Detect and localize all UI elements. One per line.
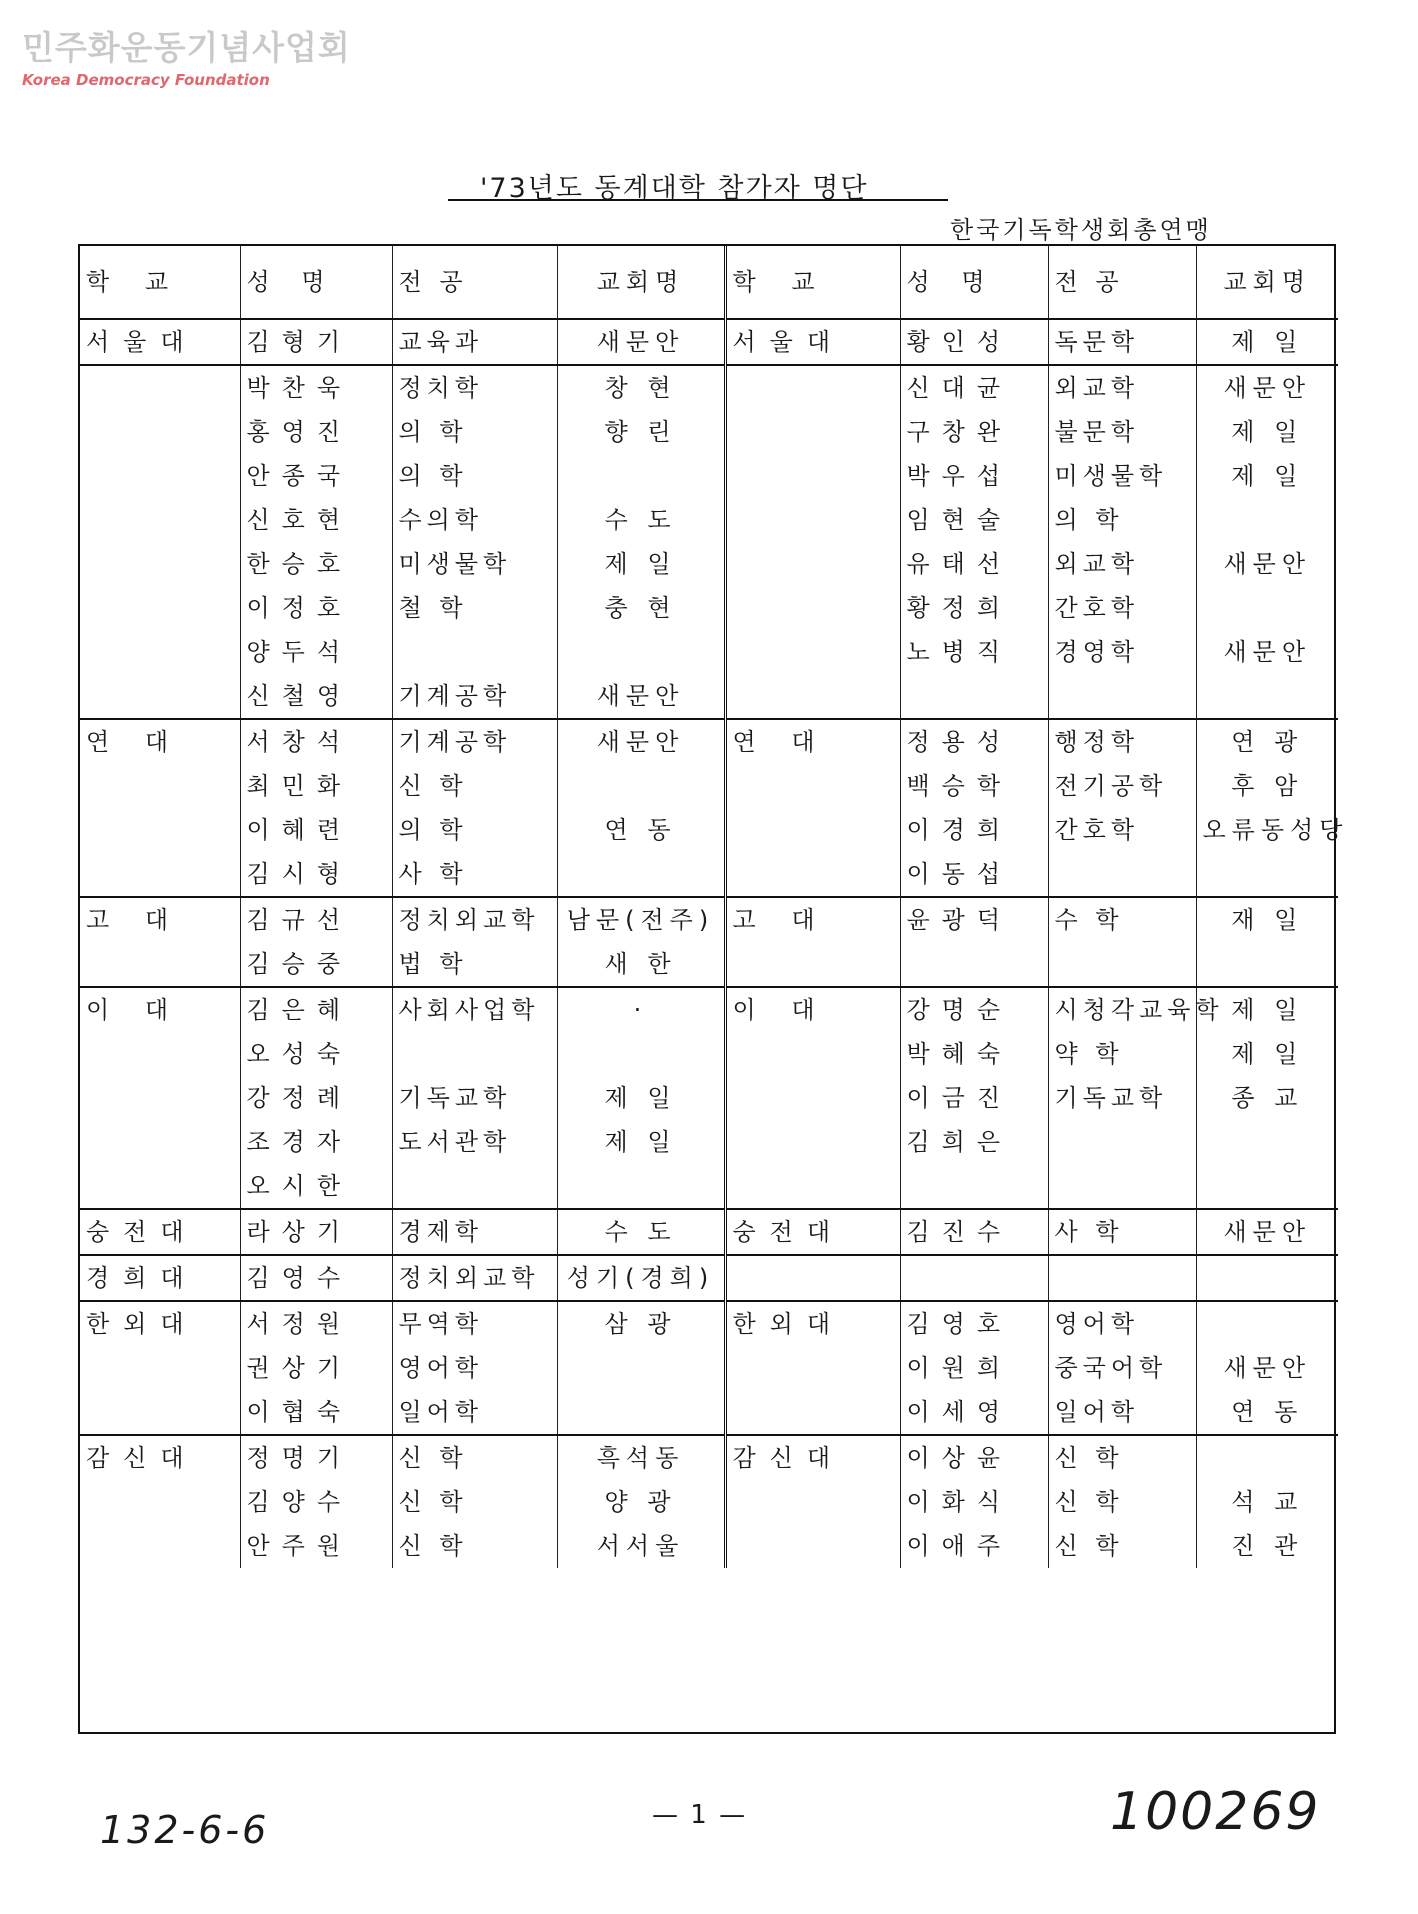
cell-major: 기계공학 bbox=[392, 674, 557, 719]
cell-school bbox=[725, 1390, 900, 1435]
cell-school bbox=[725, 586, 900, 630]
cell-school bbox=[725, 498, 900, 542]
header-cell-name: 성 명 bbox=[900, 246, 1048, 319]
cell-church: 연 동 bbox=[1196, 1390, 1338, 1435]
cell-school bbox=[80, 1390, 240, 1435]
cell-name: 라상기 bbox=[240, 1209, 392, 1255]
cell-church: 새 한 bbox=[557, 942, 725, 987]
cell-church: 양 광 bbox=[557, 1480, 725, 1524]
cell-major: 미생물학 bbox=[392, 542, 557, 586]
cell-major bbox=[1048, 1120, 1196, 1164]
cell-church: 새문안 bbox=[557, 319, 725, 365]
table-row bbox=[80, 1390, 1338, 1435]
cell-name: 김희은 bbox=[900, 1120, 1048, 1164]
cell-name bbox=[900, 1164, 1048, 1209]
cell-major bbox=[392, 1032, 557, 1076]
cell-name: 안주원 bbox=[240, 1524, 392, 1568]
cell-major bbox=[1048, 674, 1196, 719]
table-row bbox=[80, 542, 1338, 586]
cell-school bbox=[725, 1255, 900, 1301]
cell-school: 감신대 bbox=[725, 1435, 900, 1480]
cell-major: 신 학 bbox=[1048, 1524, 1196, 1568]
cell-name bbox=[900, 1255, 1048, 1301]
cell-church: 오류동성당 bbox=[1202, 816, 1349, 844]
cell-church: 수 도 bbox=[557, 498, 725, 542]
cell-name: 김양수 bbox=[240, 1480, 392, 1524]
cell-major: 시청각교육학 bbox=[1048, 987, 1196, 1032]
cell-major: 신 학 bbox=[392, 1435, 557, 1480]
cell-major bbox=[1048, 1164, 1196, 1209]
cell-name: 임현술 bbox=[900, 498, 1048, 542]
table-row bbox=[80, 319, 1338, 365]
table-row bbox=[80, 1346, 1338, 1390]
cell-major: 일어학 bbox=[392, 1390, 557, 1435]
cell-school bbox=[80, 1120, 240, 1164]
cell-church bbox=[1196, 674, 1338, 719]
cell-school: 한외대 bbox=[80, 1301, 240, 1346]
cell-name: 강정례 bbox=[240, 1076, 392, 1120]
cell-school: 감신대 bbox=[80, 1435, 240, 1480]
table-row bbox=[80, 410, 1338, 454]
cell-name: 김진수 bbox=[900, 1209, 1048, 1255]
cell-church: 제 일 bbox=[1231, 462, 1304, 490]
cell-major: 영어학 bbox=[1048, 1301, 1196, 1346]
cell-name: 이동섭 bbox=[900, 852, 1048, 897]
cell-church: · bbox=[557, 987, 725, 1032]
cell-name: 이원희 bbox=[900, 1346, 1048, 1390]
cell-name: 안종국 bbox=[240, 454, 392, 498]
cell-school bbox=[80, 1480, 240, 1524]
cell-school bbox=[80, 674, 240, 719]
table-header-row bbox=[80, 246, 1338, 319]
cell-church: 서서울 bbox=[557, 1524, 725, 1568]
cell-name: 정명기 bbox=[240, 1435, 392, 1480]
cell-church: 연 광 bbox=[1231, 728, 1304, 756]
cell-major bbox=[392, 1164, 557, 1209]
cell-major: 행정학 bbox=[1048, 719, 1196, 764]
cell-school: 고 대 bbox=[80, 897, 240, 942]
cell-major: 정치외교학 bbox=[392, 1255, 557, 1301]
cell-name: 이혜련 bbox=[240, 808, 392, 852]
cell-school: 이 대 bbox=[725, 987, 900, 1032]
cell-name: 황정희 bbox=[900, 586, 1048, 630]
cell-name: 이상윤 bbox=[900, 1435, 1048, 1480]
cell-church: 흑석동 bbox=[557, 1435, 725, 1480]
cell-church: 연 동 bbox=[557, 808, 725, 852]
cell-church: 새문안 bbox=[557, 719, 725, 764]
watermark-english: Korea Democracy Foundation bbox=[22, 71, 270, 89]
cell-major: 사 학 bbox=[392, 852, 557, 897]
cell-church: 남문(전주) bbox=[557, 897, 725, 942]
cell-major: 영어학 bbox=[392, 1346, 557, 1390]
cell-major: 불문학 bbox=[1048, 410, 1196, 454]
cell-school bbox=[725, 1524, 900, 1568]
cell-church: 성기(경희) bbox=[557, 1255, 725, 1301]
cell-major: 사 학 bbox=[1048, 1209, 1196, 1255]
cell-school bbox=[80, 1524, 240, 1568]
cell-church: 석 교 bbox=[1231, 1488, 1304, 1516]
table-row bbox=[80, 1209, 1338, 1255]
cell-school bbox=[80, 630, 240, 674]
cell-church: 종 교 bbox=[1231, 1084, 1304, 1112]
cell-church bbox=[1196, 586, 1338, 630]
participant-table bbox=[78, 244, 1349, 1734]
cell-major: 전기공학 bbox=[1048, 764, 1196, 808]
cell-church: 새문안 bbox=[557, 674, 725, 719]
cell-name: 이협숙 bbox=[240, 1390, 392, 1435]
cell-school bbox=[725, 1076, 900, 1120]
table-row bbox=[80, 498, 1338, 542]
cell-major: 간호학 bbox=[1048, 808, 1196, 852]
cell-name: 오성숙 bbox=[240, 1032, 392, 1076]
cell-church bbox=[557, 1346, 725, 1390]
table-row bbox=[80, 1435, 1338, 1480]
table-row bbox=[80, 764, 1338, 808]
cell-school bbox=[725, 808, 900, 852]
cell-school bbox=[725, 410, 900, 454]
cell-name: 홍영진 bbox=[240, 410, 392, 454]
cell-church bbox=[557, 1390, 725, 1435]
cell-church bbox=[557, 764, 725, 808]
table-row bbox=[80, 1255, 1338, 1301]
table-row bbox=[80, 586, 1338, 630]
document-title: '73년도 동계대학 참가자 명단 bbox=[480, 173, 869, 204]
header-cell-major: 전 공 bbox=[392, 246, 557, 319]
table-row bbox=[80, 897, 1338, 942]
header-cell-church: 교회명 bbox=[1196, 246, 1338, 319]
cell-name: 윤광덕 bbox=[900, 897, 1048, 942]
table-row bbox=[80, 365, 1338, 410]
cell-church bbox=[557, 454, 725, 498]
cell-major: 경영학 bbox=[1048, 630, 1196, 674]
cell-name: 양두석 bbox=[240, 630, 392, 674]
cell-major: 법 학 bbox=[392, 942, 557, 987]
cell-name: 서정원 bbox=[240, 1301, 392, 1346]
organization-name: 한국기독학생회총연맹 bbox=[950, 216, 1212, 244]
cell-school: 연 대 bbox=[80, 719, 240, 764]
cell-school bbox=[725, 630, 900, 674]
header-cell-school: 학 교 bbox=[725, 246, 900, 319]
cell-name: 이화식 bbox=[900, 1480, 1048, 1524]
cell-name: 최민화 bbox=[240, 764, 392, 808]
cell-name: 서창석 bbox=[240, 719, 392, 764]
cell-school bbox=[80, 942, 240, 987]
cell-school: 서울대 bbox=[725, 319, 900, 365]
cell-church: 새문안 bbox=[1223, 638, 1312, 666]
cell-church: 제 일 bbox=[1231, 418, 1304, 446]
page-number: — 1 — bbox=[652, 1800, 748, 1830]
cell-major: 의 학 bbox=[392, 410, 557, 454]
cell-name: 이애주 bbox=[900, 1524, 1048, 1568]
cell-church bbox=[1196, 498, 1338, 542]
cell-major bbox=[392, 630, 557, 674]
cell-major: 신 학 bbox=[392, 764, 557, 808]
cell-name: 박찬욱 bbox=[240, 365, 392, 410]
cell-major: 정치외교학 bbox=[392, 897, 557, 942]
cell-school bbox=[725, 1164, 900, 1209]
cell-church: 새문안 bbox=[1223, 1354, 1312, 1382]
cell-school bbox=[80, 1346, 240, 1390]
cell-church bbox=[1196, 1255, 1338, 1301]
cell-major: 신 학 bbox=[1048, 1435, 1196, 1480]
cell-name: 박우섭 bbox=[900, 454, 1048, 498]
cell-major: 의 학 bbox=[392, 454, 557, 498]
table-row bbox=[80, 808, 1338, 852]
cell-major: 정치학 bbox=[392, 365, 557, 410]
cell-major: 경제학 bbox=[392, 1209, 557, 1255]
cell-name: 권상기 bbox=[240, 1346, 392, 1390]
cell-name: 김시형 bbox=[240, 852, 392, 897]
cell-name: 황인성 bbox=[900, 319, 1048, 365]
cell-name: 김영수 bbox=[240, 1255, 392, 1301]
cell-church: 충 현 bbox=[557, 586, 725, 630]
cell-major bbox=[1048, 942, 1196, 987]
table-row bbox=[80, 1120, 1338, 1164]
cell-name: 백승학 bbox=[900, 764, 1048, 808]
table-row bbox=[80, 454, 1338, 498]
cell-church: 제 일 bbox=[557, 1076, 725, 1120]
cell-church: 새문안 bbox=[1196, 1209, 1338, 1255]
cell-school bbox=[80, 365, 240, 410]
cell-name: 이금진 bbox=[900, 1076, 1048, 1120]
title-underline bbox=[448, 199, 948, 201]
cell-major: 신 학 bbox=[392, 1480, 557, 1524]
cell-church: 삼 광 bbox=[557, 1301, 725, 1346]
cell-church: 수 도 bbox=[557, 1209, 725, 1255]
cell-name: 김형기 bbox=[240, 319, 392, 365]
cell-major: 교육과 bbox=[392, 319, 557, 365]
cell-church: 제 일 bbox=[557, 1120, 725, 1164]
cell-major: 사회사업학 bbox=[392, 987, 557, 1032]
cell-church bbox=[557, 630, 725, 674]
cell-school: 연 대 bbox=[725, 719, 900, 764]
cell-major bbox=[1048, 852, 1196, 897]
cell-school bbox=[725, 1120, 900, 1164]
table-row bbox=[80, 1164, 1338, 1209]
table-row bbox=[80, 630, 1338, 674]
cell-church: 창 현 bbox=[557, 365, 725, 410]
archive-code: 132-6-6 bbox=[100, 1808, 270, 1852]
cell-major: 일어학 bbox=[1048, 1390, 1196, 1435]
cell-name: 강명순 bbox=[900, 987, 1048, 1032]
cell-church: 재 일 bbox=[1231, 906, 1304, 934]
cell-major: 미생물학 bbox=[1048, 454, 1196, 498]
table-row bbox=[80, 852, 1338, 897]
table-row bbox=[80, 987, 1338, 1032]
cell-school bbox=[80, 542, 240, 586]
cell-name: 구창완 bbox=[900, 410, 1048, 454]
cell-church bbox=[1196, 852, 1338, 897]
cell-church bbox=[557, 852, 725, 897]
cell-major: 외교학 bbox=[1048, 365, 1196, 410]
cell-church bbox=[557, 1032, 725, 1076]
cell-school bbox=[725, 1032, 900, 1076]
cell-school: 서울대 bbox=[80, 319, 240, 365]
cell-major: 의 학 bbox=[1048, 498, 1196, 542]
cell-church: 제 일 bbox=[557, 542, 725, 586]
cell-church bbox=[1196, 1120, 1338, 1164]
table-row bbox=[80, 674, 1338, 719]
cell-church: 제 일 bbox=[1231, 996, 1304, 1024]
cell-name: 오시한 bbox=[240, 1164, 392, 1209]
cell-church: 제 일 bbox=[1196, 319, 1338, 365]
cell-major: 기계공학 bbox=[392, 719, 557, 764]
cell-school: 숭전대 bbox=[80, 1209, 240, 1255]
cell-school bbox=[725, 942, 900, 987]
cell-major: 중국어학 bbox=[1048, 1346, 1196, 1390]
cell-school: 고 대 bbox=[725, 897, 900, 942]
cell-major: 신 학 bbox=[1048, 1480, 1196, 1524]
cell-church bbox=[1196, 1301, 1338, 1346]
cell-school bbox=[80, 498, 240, 542]
cell-name: 이정호 bbox=[240, 586, 392, 630]
cell-school bbox=[80, 1032, 240, 1076]
table-row bbox=[80, 1480, 1338, 1524]
cell-school: 이 대 bbox=[80, 987, 240, 1032]
table-row bbox=[80, 1032, 1338, 1076]
cell-name: 신철영 bbox=[240, 674, 392, 719]
table-row bbox=[80, 1301, 1338, 1346]
cell-church: 제 일 bbox=[1231, 1040, 1304, 1068]
cell-school bbox=[80, 808, 240, 852]
cell-church: 새문안 bbox=[1223, 374, 1312, 402]
cell-school bbox=[80, 764, 240, 808]
cell-major: 기독교학 bbox=[392, 1076, 557, 1120]
cell-name: 신대균 bbox=[900, 365, 1048, 410]
cell-name: 김은혜 bbox=[240, 987, 392, 1032]
cell-name: 김영호 bbox=[900, 1301, 1048, 1346]
cell-church: 새문안 bbox=[1223, 550, 1312, 578]
cell-school bbox=[80, 410, 240, 454]
cell-major: 의 학 bbox=[392, 808, 557, 852]
table-row bbox=[80, 942, 1338, 987]
cell-name: 노병직 bbox=[900, 630, 1048, 674]
cell-major: 간호학 bbox=[1048, 586, 1196, 630]
document-number: 100269 bbox=[1110, 1782, 1321, 1842]
cell-major: 무역학 bbox=[392, 1301, 557, 1346]
cell-name: 한승호 bbox=[240, 542, 392, 586]
cell-name: 이경희 bbox=[900, 808, 1048, 852]
header-cell-church: 교회명 bbox=[557, 246, 725, 319]
watermark bbox=[22, 22, 351, 89]
cell-school bbox=[80, 586, 240, 630]
cell-church: 후 암 bbox=[1231, 772, 1304, 800]
cell-church: 진 관 bbox=[1231, 1532, 1304, 1560]
cell-name: 박혜숙 bbox=[900, 1032, 1048, 1076]
table-row bbox=[80, 1076, 1338, 1120]
cell-school: 숭전대 bbox=[725, 1209, 900, 1255]
header-cell-major: 전 공 bbox=[1048, 246, 1196, 319]
header-cell-name: 성 명 bbox=[240, 246, 392, 319]
cell-name bbox=[900, 942, 1048, 987]
cell-school bbox=[725, 852, 900, 897]
cell-name: 조경자 bbox=[240, 1120, 392, 1164]
cell-church: 향 린 bbox=[557, 410, 725, 454]
cell-name: 신호현 bbox=[240, 498, 392, 542]
cell-name: 정용성 bbox=[900, 719, 1048, 764]
cell-major: 도서관학 bbox=[392, 1120, 557, 1164]
cell-major: 수의학 bbox=[392, 498, 557, 542]
cell-name: 이세영 bbox=[900, 1390, 1048, 1435]
cell-church bbox=[1196, 942, 1338, 987]
header-cell-school: 학 교 bbox=[80, 246, 240, 319]
cell-name: 김승중 bbox=[240, 942, 392, 987]
cell-church bbox=[1196, 1435, 1338, 1480]
cell-school bbox=[80, 852, 240, 897]
cell-church bbox=[1196, 1164, 1338, 1209]
watermark-korean: 민주화운동기념사업회 bbox=[22, 28, 351, 67]
cell-school bbox=[725, 365, 900, 410]
cell-name bbox=[900, 674, 1048, 719]
cell-school bbox=[725, 764, 900, 808]
cell-major: 외교학 bbox=[1048, 542, 1196, 586]
cell-major bbox=[1048, 1255, 1196, 1301]
cell-major: 철 학 bbox=[392, 586, 557, 630]
table-row bbox=[80, 719, 1338, 764]
cell-school bbox=[725, 674, 900, 719]
cell-school: 경희대 bbox=[80, 1255, 240, 1301]
cell-name: 유태선 bbox=[900, 542, 1048, 586]
cell-school bbox=[80, 454, 240, 498]
cell-church bbox=[557, 1164, 725, 1209]
cell-school bbox=[80, 1076, 240, 1120]
cell-major: 약 학 bbox=[1048, 1032, 1196, 1076]
cell-school: 한외대 bbox=[725, 1301, 900, 1346]
table-row bbox=[80, 1524, 1338, 1568]
cell-major: 기독교학 bbox=[1048, 1076, 1196, 1120]
cell-school bbox=[80, 1164, 240, 1209]
cell-major: 수 학 bbox=[1048, 897, 1196, 942]
cell-major: 신 학 bbox=[392, 1524, 557, 1568]
cell-school bbox=[725, 1346, 900, 1390]
cell-school bbox=[725, 1480, 900, 1524]
cell-major: 독문학 bbox=[1048, 319, 1196, 365]
cell-school bbox=[725, 454, 900, 498]
cell-school bbox=[725, 542, 900, 586]
cell-name: 김규선 bbox=[240, 897, 392, 942]
